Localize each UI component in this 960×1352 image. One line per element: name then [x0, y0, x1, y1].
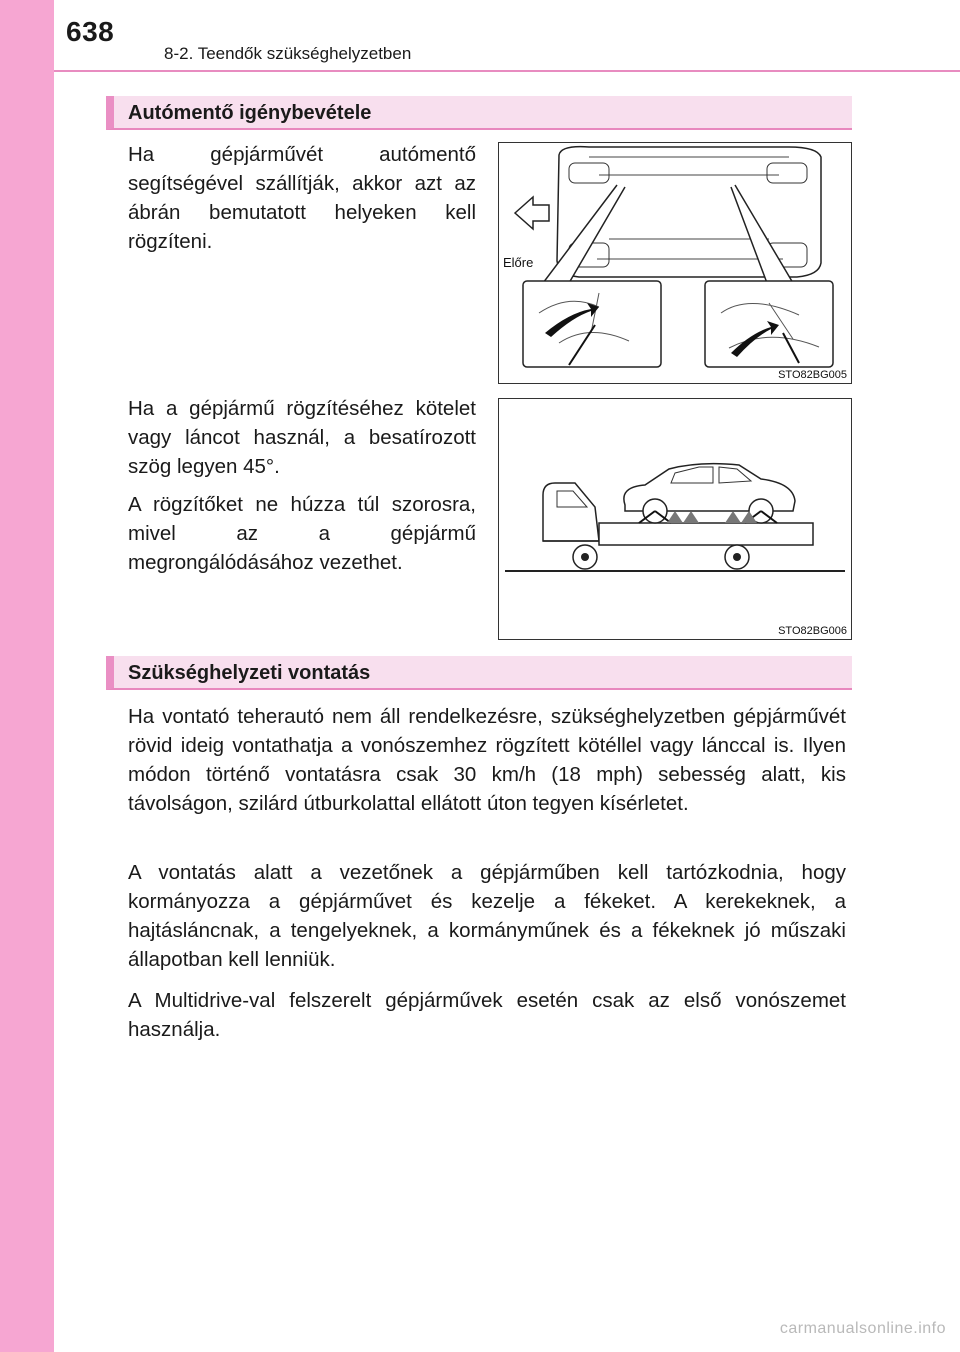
section-heading-emergency-towing	[106, 656, 852, 690]
truck-illustration	[499, 399, 850, 638]
paragraph-multidrive-note: A Multidrive-val felszerelt gépjárművek esetén csak az első vonószemet használja.	[128, 989, 846, 1041]
figure-tie-down-points	[498, 142, 852, 384]
section-heading-tow-truck	[106, 96, 852, 130]
chapter-title: 8-2. Teendők szükséghelyzetben	[164, 44, 412, 63]
forward-label: Előre	[503, 255, 534, 270]
paragraph-tow-truck-intro: Ha gépjárművét autómentő segítségével szállítják, akkor azt az ábrán bemutatott helyeken kell rögzíteni.	[128, 143, 476, 253]
section-heading-label: Szükséghelyzeti vontatás	[128, 662, 371, 684]
figure-code: STO82BG005	[778, 369, 847, 381]
page-number: 638	[66, 16, 115, 47]
figure-code: STO82BG006	[778, 625, 847, 637]
paragraph-tie-angle: Ha a gépjármű rögzítéséhez kötelet vagy láncot használ, a besatírozott szög legyen 45°.	[128, 397, 476, 478]
watermark: carmanualsonline.info	[779, 1320, 946, 1337]
header-divider	[54, 70, 960, 72]
side-color-bar	[0, 0, 54, 1352]
paragraph-emergency-towing: Ha vontató teherautó nem áll rendelkezésre, szükséghelyzetben gépjárművét rövid ideig vontathatja a vonószemhez rögzített kötéllel vagy lánccal is. Ilyen módon történő vontatásra csak 30 km/h (18 mph) sebesség alatt, kis távolságon, szilárd útburkolattal ellátott úton tegyen kísérletet.	[128, 705, 846, 815]
paragraph-driver-requirements: A vontatás alatt a vezetőnek a gépjárműben kell tartózkodnia, hogy kormányozza a gépjárművet és kezelje a fékeket. A kerekeknek, a hajtásláncnak, a tengelyeknek, a kormányműnek és a fékeknek jó műszaki állapotban kell lenniük.	[128, 861, 846, 971]
figure-car-on-truck	[498, 398, 852, 640]
section-heading-label: Autómentő igénybevétele	[128, 102, 372, 124]
paragraph-tension-warning: A rögzítőket ne húzza túl szorosra, mivel az a gépjármű megrongálódásához vezethet.	[128, 493, 476, 574]
tie-down-illustration	[499, 143, 850, 382]
